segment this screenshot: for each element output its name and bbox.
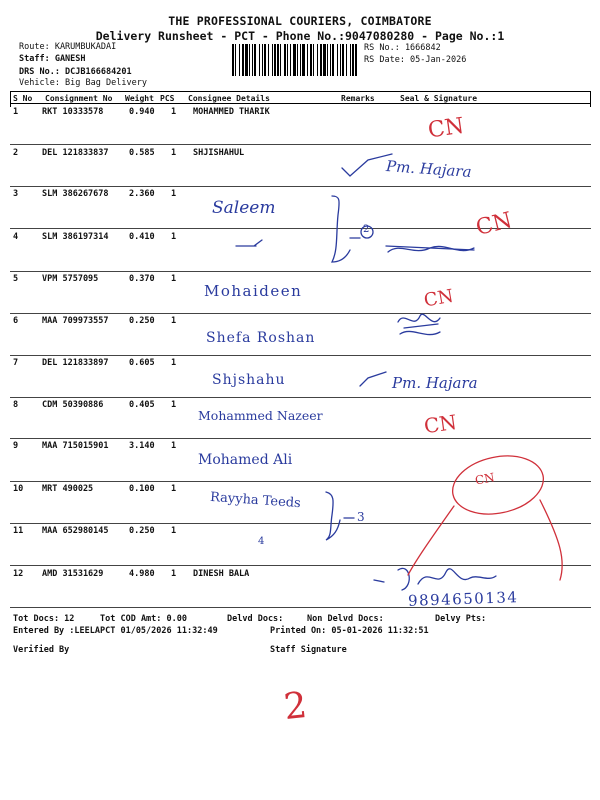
drs-number: DRS No.: DCJB166684201 xyxy=(19,67,132,77)
handwritten-name: Rayyha Teeds xyxy=(209,489,302,512)
header-top-rule xyxy=(10,91,591,92)
handwritten-page-mark: 2 xyxy=(281,684,309,729)
row-divider xyxy=(10,481,591,482)
barcode-bar xyxy=(350,44,351,76)
barcode-bar xyxy=(297,44,298,76)
handwritten-name: Mohammed Nazeer xyxy=(198,408,323,423)
bracket-mark xyxy=(326,492,340,540)
barcode xyxy=(232,44,360,76)
barcode-bar xyxy=(245,44,248,76)
barcode-bar xyxy=(264,44,266,76)
header-bottom-rule xyxy=(10,103,591,104)
row-pcs: 1 xyxy=(171,569,177,579)
row-sno: 12 xyxy=(13,569,24,579)
barcode-bar xyxy=(239,44,240,76)
barcode-bar xyxy=(259,44,260,76)
barcode-bar xyxy=(313,44,314,76)
row-pcs: 1 xyxy=(171,148,177,158)
runsheet-title: Delivery Runsheet - PCT - Phone No.:9047080280 - Page No.:1 xyxy=(95,29,505,43)
handwritten-signature: Pm. Hajara xyxy=(392,374,478,392)
barcode-bar xyxy=(235,44,236,76)
row-weight: 0.940 xyxy=(129,107,155,117)
row-sno: 3 xyxy=(13,189,19,199)
row-weight: 2.360 xyxy=(129,189,155,199)
barcode-bar xyxy=(268,44,269,76)
barcode-bar xyxy=(232,44,234,76)
dash-mark xyxy=(374,580,384,582)
barcode-bar xyxy=(262,44,263,76)
verified-by: Verified By xyxy=(13,645,70,655)
delivered-docs: Delvd Docs: xyxy=(227,614,284,624)
printed-on: Printed On: 05-01-2026 11:32:51 xyxy=(270,626,429,636)
pen-stroke xyxy=(540,500,562,580)
row-divider xyxy=(10,397,591,398)
row-consignment-no: SLM 386197314 xyxy=(42,232,109,242)
row-consignment-no: MAA 709973557 xyxy=(42,316,109,326)
row-weight: 0.250 xyxy=(129,316,155,326)
row-weight: 4.980 xyxy=(129,569,155,579)
row-weight: 0.250 xyxy=(129,526,155,536)
row-pcs: 1 xyxy=(171,232,177,242)
handwritten-name: Saleem xyxy=(212,198,276,218)
barcode-bar xyxy=(346,44,347,76)
bracket-mark xyxy=(332,196,350,262)
barcode-bar xyxy=(254,44,256,76)
col-pcs: PCS xyxy=(160,94,175,103)
barcode-bar xyxy=(302,44,305,76)
total-docs: Tot Docs: 12 xyxy=(13,614,75,624)
barcode-bar xyxy=(342,44,344,76)
row-pcs: 1 xyxy=(171,526,177,536)
tick-mark xyxy=(342,154,392,176)
handwritten-phone: 9894650134 xyxy=(407,588,519,610)
row-divider xyxy=(10,438,591,439)
row-sno: 8 xyxy=(13,400,19,410)
barcode-bar xyxy=(323,44,326,76)
row-sno: 5 xyxy=(13,274,19,284)
handwritten-cn: CN xyxy=(426,113,466,144)
row-consignee: DINESH BALA xyxy=(193,569,250,579)
barcode-bar xyxy=(317,44,318,76)
barcode-bar xyxy=(300,44,301,76)
col-consignee: Consignee Details xyxy=(188,94,270,103)
handwritten-name: Mohamed Ali xyxy=(198,452,293,468)
row-consignment-no: CDM 50390886 xyxy=(42,400,104,410)
row-consignment-no: MRT 490025 xyxy=(42,484,94,494)
handwritten-mark: 3 xyxy=(357,510,365,524)
vehicle: Vehicle: Big Bag Delivery xyxy=(19,78,147,88)
barcode-bar xyxy=(287,44,288,76)
barcode-bar xyxy=(293,44,296,76)
handwritten-cn: CN xyxy=(473,470,496,488)
handwritten-name: Mohaideen xyxy=(204,282,303,300)
row-divider xyxy=(10,186,591,187)
row-sno: 7 xyxy=(13,358,19,368)
barcode-bar xyxy=(310,44,312,76)
col-sno: S No xyxy=(13,94,33,103)
barcode-bar xyxy=(277,44,279,76)
row-consignment-no: RKT 10333578 xyxy=(42,107,104,117)
strike-mark xyxy=(386,246,474,250)
col-consignment: Consignment No xyxy=(45,94,113,103)
barcode-bar xyxy=(332,44,334,76)
entered-by: Entered By :LEELAPCT 01/05/2026 11:32:49 xyxy=(13,626,218,636)
row-weight: 3.140 xyxy=(129,441,155,451)
handwritten-mark: 4 xyxy=(258,536,265,547)
barcode-bar xyxy=(320,44,322,76)
row-pcs: 1 xyxy=(171,441,177,451)
row-consignment-no: DEL 121833897 xyxy=(42,358,109,368)
row-weight: 0.410 xyxy=(129,232,155,242)
row-divider xyxy=(10,144,591,145)
tick-mark xyxy=(236,240,262,246)
col-rule xyxy=(10,92,11,107)
row-divider xyxy=(10,355,591,356)
row-pcs: 1 xyxy=(171,316,177,326)
row-sno: 9 xyxy=(13,441,19,451)
barcode-bar xyxy=(307,44,308,76)
non-delivered-docs: Non Delvd Docs: xyxy=(307,614,384,624)
row-pcs: 1 xyxy=(171,400,177,410)
row-pcs: 1 xyxy=(171,189,177,199)
row-divider xyxy=(10,607,591,608)
row-pcs: 1 xyxy=(171,107,177,117)
staff: Staff: GANESH xyxy=(19,54,86,64)
barcode-bar xyxy=(290,44,291,76)
circle-mark xyxy=(447,448,549,522)
handwritten-mark: 2 xyxy=(363,224,370,235)
row-divider xyxy=(10,523,591,524)
row-sno: 6 xyxy=(13,316,19,326)
barcode-bar xyxy=(252,44,253,76)
row-pcs: 1 xyxy=(171,274,177,284)
row-sno: 4 xyxy=(13,232,19,242)
delivery-points: Delvy Pts: xyxy=(435,614,487,624)
signature-mark xyxy=(398,568,496,590)
barcode-bar xyxy=(327,44,328,76)
row-consignment-no: MAA 652980145 xyxy=(42,526,109,536)
row-sno: 2 xyxy=(13,148,19,158)
row-weight: 0.370 xyxy=(129,274,155,284)
tick-mark xyxy=(360,372,386,386)
staff-signature-label: Staff Signature xyxy=(270,645,347,655)
total-cod: Tot COD Amt: 0.00 xyxy=(100,614,187,624)
row-divider xyxy=(10,228,591,229)
handwritten-name: Shjshahu xyxy=(212,372,286,388)
row-pcs: 1 xyxy=(171,484,177,494)
row-consignment-no: AMD 31531629 xyxy=(42,569,104,579)
route: Route: KARUMBUKADAI xyxy=(19,42,117,52)
row-consignee: MOHAMMED THARIK xyxy=(193,107,270,117)
col-seal-signature: Seal & Signature xyxy=(400,94,478,103)
row-consignment-no: DEL 121833837 xyxy=(42,148,109,158)
barcode-bar xyxy=(249,44,250,76)
handwritten-cn: CN xyxy=(422,285,456,312)
barcode-bar xyxy=(340,44,341,76)
barcode-bar xyxy=(352,44,354,76)
row-divider xyxy=(10,271,591,272)
barcode-bar xyxy=(242,44,244,76)
handwritten-cn: CN xyxy=(473,208,515,241)
row-consignment-no: SLM 386267678 xyxy=(42,189,109,199)
scribble-mark xyxy=(388,246,474,252)
company-title: THE PROFESSIONAL COURIERS, COIMBATORE xyxy=(168,14,432,28)
handwritten-cn: CN xyxy=(422,409,459,439)
row-weight: 0.605 xyxy=(129,358,155,368)
col-rule xyxy=(590,92,591,107)
barcode-bar xyxy=(274,44,276,76)
handwritten-signature: Pm. Hajara xyxy=(385,157,473,181)
row-sno: 1 xyxy=(13,107,19,117)
row-weight: 0.405 xyxy=(129,400,155,410)
row-consignment-no: MAA 715015901 xyxy=(42,441,109,451)
row-divider xyxy=(10,313,591,314)
rs-number: RS No.: 1666842 xyxy=(364,43,441,53)
row-divider xyxy=(10,565,591,566)
row-consignment-no: VPM 5757095 xyxy=(42,274,99,284)
row-pcs: 1 xyxy=(171,358,177,368)
row-weight: 0.100 xyxy=(129,484,155,494)
barcode-bar xyxy=(330,44,331,76)
row-weight: 0.585 xyxy=(129,148,155,158)
barcode-bar xyxy=(284,44,286,76)
row-consignee: SHJISHAHUL xyxy=(193,148,245,158)
row-sno: 11 xyxy=(13,526,24,536)
rs-date: RS Date: 05-Jan-2026 xyxy=(364,55,467,65)
scribble-mark xyxy=(398,314,440,334)
barcode-bar xyxy=(337,44,338,76)
col-weight: Weight xyxy=(125,94,154,103)
handwritten-name: Shefa Roshan xyxy=(206,330,316,346)
barcode-bar xyxy=(272,44,273,76)
row-sno: 10 xyxy=(13,484,24,494)
barcode-bar xyxy=(355,44,357,76)
col-remarks: Remarks xyxy=(341,94,375,103)
barcode-bar xyxy=(280,44,281,76)
